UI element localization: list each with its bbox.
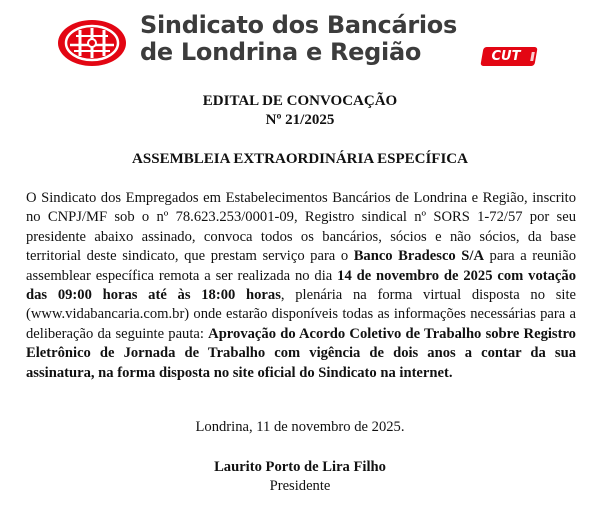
dateline: Londrina, 11 de novembro de 2025. [195, 419, 405, 435]
document-subtitle: ASSEMBLEIA EXTRAORDINÁRIA ESPECÍFICA [132, 151, 468, 167]
document-title: EDITAL DE CONVOCAÇÃO [202, 93, 398, 109]
body-text-1: O Sindicato dos Empregados em Estabelecimentos Bancários de Londrina e Região, inscrito no CNPJ/MF sob o nº 78.623.253/0001-09, Registro sindical nº SORS 1-72/57 por seu presidente abaixo assinado, convoca todos os bancários, sócios e não sócios, da base territorial deste sindicato, que prestam serviço para o [26, 190, 576, 265]
document-number: Nº 21/2025 [265, 112, 335, 128]
cut-label: CUT [491, 49, 521, 64]
body-bold-date: 14 de novembro de 2025 com votação das 09:00 horas até às 18:00 horas [26, 267, 576, 304]
letterhead [56, 10, 556, 72]
union-logo-icon [56, 18, 132, 68]
org-name [140, 12, 457, 66]
body-text-2: para a reunião assemblear específica remota a ser realizada no dia [26, 248, 576, 284]
signer-role: Presidente [269, 478, 331, 494]
org-name-line2: de Londrina e Região [140, 38, 422, 66]
convocation-body [26, 189, 576, 383]
body-bold-bank: Banco Bradesco S/A [353, 248, 484, 265]
cut-logo [480, 47, 537, 66]
body-text-3: , plenária na forma virtual disposta no site (www.vidabancaria.com.br) onde estarão disponíveis todas as informações necessárias para a deliberação da seguinte pauta: [26, 287, 577, 342]
body-bold-agenda: Aprovação do Acordo Coletivo de Trabalho sobre Registro Eletrônico de Jornada de Trabalho com vigência de dois anos a contar da sua assinatura, na forma disposta no site oficial do Sindicato na internet. [26, 325, 576, 381]
cut-logo-mark [530, 52, 535, 61]
org-name-line1: Sindicato dos Bancários [140, 11, 457, 39]
signer-name: Laurito Porto de Lira Filho [214, 459, 386, 475]
